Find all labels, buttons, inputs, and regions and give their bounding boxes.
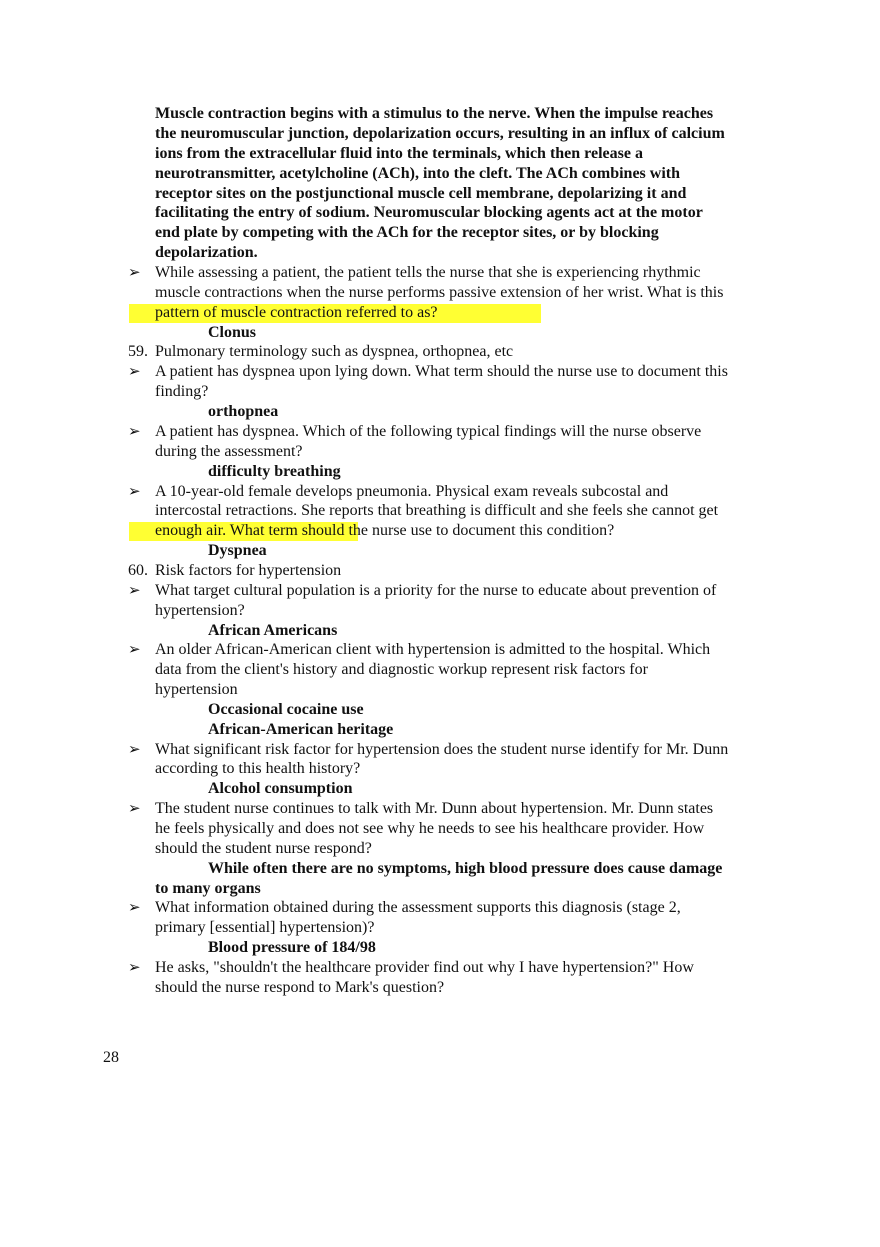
- intro-line: facilitating the entry of sodium. Neuromuscular blocking agents act at the motor: [155, 204, 703, 221]
- question-line-highlighted: pattern of muscle contraction referred to as?: [155, 304, 438, 321]
- bullet-arrow-icon: ➢: [128, 801, 141, 817]
- question-line: A 10-year-old female develops pneumonia. Physical exam reveals subcostal and: [155, 483, 669, 500]
- answer: Alcohol consumption: [208, 780, 353, 797]
- intro-line: receptor sites on the postjunctional muscle cell membrane, depolarizing it and: [155, 185, 687, 202]
- intro-line: depolarization.: [155, 244, 258, 261]
- answer: Blood pressure of 184/98: [208, 939, 376, 956]
- question-line: should the nurse respond to Mark's question?: [155, 979, 445, 996]
- question-line: An older African-American client with hypertension is admitted to the hospital. Which: [155, 641, 711, 658]
- section-title: Pulmonary terminology such as dyspnea, orthopnea, etc: [155, 343, 514, 360]
- question-line: The student nurse continues to talk with Mr. Dunn about hypertension. Mr. Dunn states: [155, 800, 714, 817]
- question-line: hypertension?: [155, 602, 245, 619]
- answer: Dyspnea: [208, 542, 267, 559]
- question-line: according to this health history?: [155, 760, 361, 777]
- question-line: should the student nurse respond?: [155, 840, 372, 857]
- bullet-arrow-icon: ➢: [128, 265, 141, 281]
- answer: African Americans: [208, 622, 338, 639]
- question-line: primary [essential] hypertension)?: [155, 919, 375, 936]
- question-line: What target cultural population is a priority for the nurse to educate about prevention of: [155, 582, 717, 599]
- intro-line: end plate by competing with the ACh for the receptor sites, or by blocking: [155, 224, 659, 241]
- intro-line: Muscle contraction begins with a stimulus to the nerve. When the impulse reaches: [155, 105, 714, 122]
- question-line: during the assessment?: [155, 443, 303, 460]
- answer: difficulty breathing: [208, 463, 341, 480]
- answer: African-American heritage: [208, 721, 394, 738]
- section-number: 60.: [128, 562, 148, 579]
- bullet-arrow-icon: ➢: [128, 583, 141, 599]
- question-line: data from the client's history and diagnostic workup represent risk factors for: [155, 661, 648, 678]
- highlighted-text: enough air. What term should: [155, 522, 345, 539]
- question-line: he feels physically and does not see why he needs to see his healthcare provider. How: [155, 820, 705, 837]
- question-line: muscle contractions when the nurse performs passive extension of her wrist. What is this: [155, 284, 724, 301]
- bullet-arrow-icon: ➢: [128, 364, 141, 380]
- bullet-arrow-icon: ➢: [128, 960, 141, 976]
- question-line: A patient has dyspnea upon lying down. What term should the nurse use to document this: [155, 363, 728, 380]
- question-line: What information obtained during the assessment supports this diagnosis (stage 2,: [155, 899, 681, 916]
- question-line: A patient has dyspnea. Which of the following typical findings will the nurse observe: [155, 423, 702, 440]
- intro-line: ions from the extracellular fluid into the terminals, which then release a: [155, 145, 643, 162]
- question-line: While assessing a patient, the patient tells the nurse that she is experiencing rhythmic: [155, 264, 701, 281]
- bullet-arrow-icon: ➢: [128, 424, 141, 440]
- question-text: the nurse use to document this condition?: [344, 522, 615, 539]
- bullet-arrow-icon: ➢: [128, 484, 141, 500]
- intro-line: neurotransmitter, acetylcholine (ACh), into the cleft. The ACh combines with: [155, 165, 680, 182]
- section-number: 59.: [128, 343, 148, 360]
- page-number: 28: [103, 1049, 119, 1066]
- question-line: finding?: [155, 383, 209, 400]
- answer: to many organs: [155, 880, 261, 897]
- question-line: hypertension: [155, 681, 238, 698]
- section-title: Risk factors for hypertension: [155, 562, 342, 579]
- answer: Occasional cocaine use: [208, 701, 364, 718]
- question-line: He asks, "shouldn't the healthcare provider find out why I have hypertension?" How: [155, 959, 694, 976]
- intro-line: the neuromuscular junction, depolarization occurs, resulting in an influx of calcium: [155, 125, 725, 142]
- answer: Clonus: [208, 324, 257, 341]
- answer: While often there are no symptoms, high blood pressure does cause damage: [208, 860, 723, 877]
- bullet-arrow-icon: ➢: [128, 642, 141, 658]
- bullet-arrow-icon: ➢: [128, 742, 141, 758]
- bullet-arrow-icon: ➢: [128, 900, 141, 916]
- question-line: intercostal retractions. She reports that breathing is difficult and she feels she cannot get: [155, 502, 719, 519]
- question-line: What significant risk factor for hypertension does the student nurse identify for Mr. Dunn: [155, 741, 729, 758]
- question-line: [155, 521, 614, 541]
- answer: orthopnea: [208, 403, 279, 420]
